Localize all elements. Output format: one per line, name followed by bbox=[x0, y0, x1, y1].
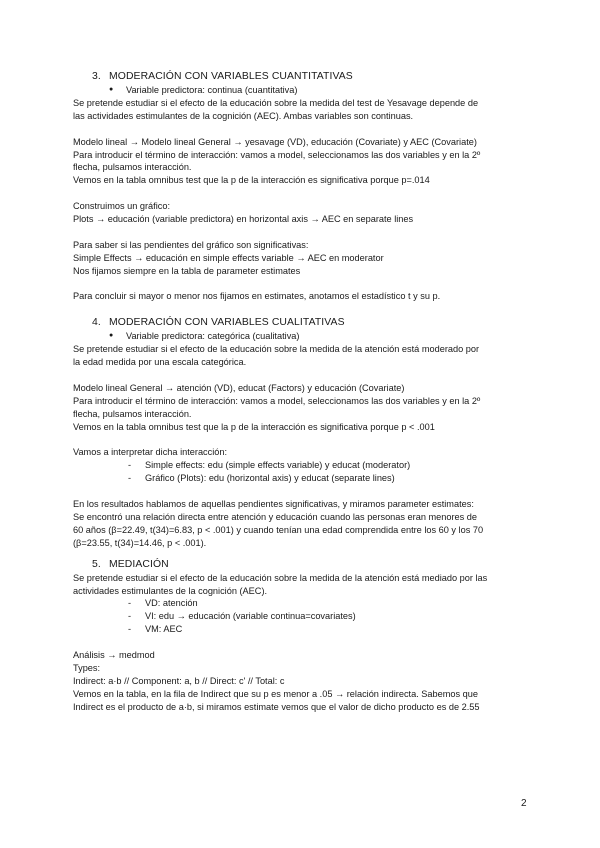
text-line: Análisis → medmod bbox=[73, 650, 155, 661]
text-line: la edad medida por una escala categórica. bbox=[73, 357, 247, 368]
section-4-list bbox=[73, 459, 528, 485]
list-item: - VI: edu → educación (variable continua=covariates) bbox=[128, 610, 528, 623]
text-line: flecha, pulsamos interacción. bbox=[73, 162, 192, 173]
text-line: Simple Effects → educación en simple effects variable → AEC en moderator bbox=[73, 252, 384, 263]
text-line: actividades estimulantes de la cognición (AEC). bbox=[73, 585, 268, 596]
section-title: MODERACIÓN CON VARIABLES CUANTITATIVAS bbox=[109, 71, 353, 82]
text-line: Vamos a interpretar dicha interacción: bbox=[73, 447, 228, 458]
section-number: 5. bbox=[92, 558, 101, 570]
text-line bbox=[73, 123, 528, 136]
text-line: Nos fijamos siempre en la tabla de parameter estimates bbox=[73, 265, 301, 276]
section-title: MODERACIÓN CON VARIABLES CUALITATIVAS bbox=[109, 317, 345, 329]
text-line: Se pretende estudiar si el efecto de la educación sobre la medida de la atención está mediado por las bbox=[73, 572, 488, 583]
text-line: Vemos en la tabla, en la fila de Indirect que su p es menor a .05 → relación indirecta. Sabemos que bbox=[73, 688, 478, 699]
section-5-heading bbox=[92, 558, 528, 572]
text-line: Modelo lineal General → atención (VD), educat (Factors) y educación (Covariate) bbox=[73, 382, 405, 393]
section-5-list bbox=[73, 597, 528, 636]
page-number: 2 bbox=[521, 798, 527, 809]
section-3-heading bbox=[92, 70, 528, 84]
text-line: Vemos en la tabla omnibus test que la p de la interacción es significativa porque p < .001 bbox=[73, 421, 435, 432]
text-line bbox=[73, 485, 528, 498]
text-line: Indirect: a·b // Component: a, b // Direct: c' // Total: c bbox=[73, 675, 285, 686]
list-item: - VD: atención bbox=[128, 597, 528, 610]
section-4-heading bbox=[92, 316, 528, 330]
text-line: flecha, pulsamos interacción. bbox=[73, 408, 192, 419]
document-body bbox=[73, 70, 528, 714]
text-line bbox=[73, 433, 528, 446]
section-4-results bbox=[73, 485, 528, 550]
list-item: - Simple effects: edu (simple effects variable) y educat (moderator) bbox=[128, 459, 528, 472]
text-line: Construimos un gráfico: bbox=[73, 201, 171, 212]
section-5-text bbox=[73, 572, 528, 598]
text-line: Modelo lineal → Modelo lineal General → yesavage (VD), educación (Covariate) y AEC (Covariate) bbox=[73, 136, 477, 147]
text-line: En los resultados hablamos de aquellas pendientes significativas, y miramos parameter estimates: bbox=[73, 498, 474, 509]
section-3-text bbox=[73, 97, 528, 303]
text-line: Para introducir el término de interacción: vamos a model, seleccionamos las dos variables y en la 2º bbox=[73, 395, 481, 406]
section-title: MEDIACIÓN bbox=[109, 558, 169, 570]
section-number: 4. bbox=[92, 317, 101, 329]
text-line bbox=[73, 369, 528, 382]
section-number: 3. bbox=[92, 71, 101, 82]
text-line: Types: bbox=[73, 662, 101, 673]
text-line: Se pretende estudiar si el efecto de la educación sobre la medida de la atención está moderado por bbox=[73, 344, 480, 355]
text-line: las actividades estimulantes de la cognición (AEC). Ambas variables son continuas. bbox=[73, 110, 414, 121]
section-5-analysis bbox=[73, 636, 528, 713]
text-line: Para introducir el término de interacción: vamos a model, seleccionamos las dos variables y en la 2º bbox=[73, 149, 481, 160]
section-4-bullet: ● Variable predictora: categórica (cualitativa) bbox=[109, 330, 528, 343]
section-3-bullet: ● Variable predictora: continua (cuantitativa) bbox=[109, 84, 528, 97]
list-item: - Gráfico (Plots): edu (horizontal axis) y educat (separate lines) bbox=[128, 472, 528, 485]
text-line: Indirect es el producto de a·b, si miramos estimate vemos que el valor de dicho producto es de 2.55 bbox=[73, 701, 480, 712]
text-line: Para concluir si mayor o menor nos fijamos en estimates, anotamos el estadístico t y su p. bbox=[73, 291, 441, 302]
text-line bbox=[73, 187, 528, 200]
list-item: - VM: AEC bbox=[128, 623, 528, 636]
text-line: (β=23.55, t(34)=14.46, p < .001). bbox=[73, 537, 207, 548]
text-line: Se pretende estudiar si el efecto de la educación sobre la medida del test de Yesavage depende de bbox=[73, 97, 479, 108]
text-line: Vemos en la tabla omnibus test que la p de la interacción es significativa porque p=.014 bbox=[73, 175, 430, 186]
text-line: Para saber si las pendientes del gráfico son significativas: bbox=[73, 239, 309, 250]
text-line: Se encontró una relación directa entre atención y educación cuando las personas eran menores de bbox=[73, 511, 477, 522]
section-4-text bbox=[73, 343, 528, 459]
text-line bbox=[73, 226, 528, 239]
text-line bbox=[73, 278, 528, 291]
text-line: Plots → educación (variable predictora) en horizontal axis → AEC en separate lines bbox=[73, 214, 414, 225]
text-line bbox=[73, 636, 528, 649]
text-line: 60 años (β=22.49, t(34)=6.83, p < .001) y cuando tenían una edad comprendida entre los 60 y los 70 bbox=[73, 524, 484, 535]
